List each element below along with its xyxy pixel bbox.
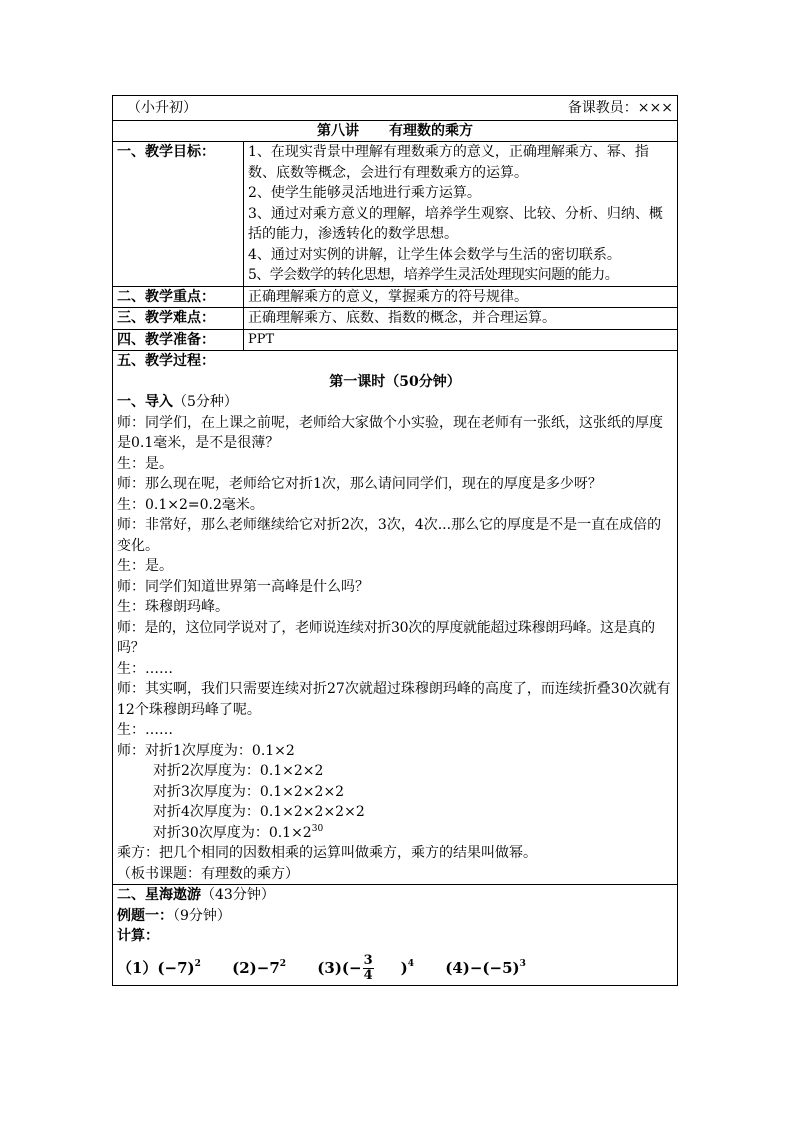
key-points-label: 二、教学重点：	[113, 286, 244, 308]
dialog-line: 生：……	[117, 660, 173, 677]
lecture-topic: 有理数的乘方	[389, 122, 473, 139]
dialog-line: 生：……	[117, 722, 173, 738]
dialog-line: 师：非常好，那么老师继续给它对折2次，3次，4次...那么它的厚度是不是一直在成倍的变化。	[117, 517, 662, 554]
goal-item: 4、通过对实例的讲解，让学生体会数学与生活的密切联系。	[248, 246, 621, 263]
part2-row	[113, 885, 678, 986]
process-label: 五、教学过程：	[117, 353, 215, 369]
process-row	[113, 351, 678, 885]
lesson-heading: 第一课时（50分钟）	[329, 373, 461, 390]
problem-1: $(1)(-7)^2$	[117, 959, 201, 977]
dialog-line: 生：0.1×2=0.2毫米。	[117, 496, 264, 513]
header-row	[113, 96, 678, 121]
difficulties-label: 三、教学难点：	[113, 308, 244, 330]
goals-row	[113, 142, 678, 287]
preparation-label: 四、教学准备：	[113, 329, 244, 351]
dialog-line: 师：同学们知道世界第一高峰是什么吗？	[117, 578, 369, 595]
title-row	[113, 120, 678, 142]
lesson-table	[112, 95, 678, 986]
fold-line-30: 对折30次厚度为：$0.1\times 2^{30}$	[153, 823, 324, 841]
board-note: （板书课题：有理数的乘方）	[117, 865, 299, 882]
goals-list	[244, 142, 678, 287]
grade-label: （小升初）	[127, 100, 197, 116]
dialog-line: 生：是。	[117, 558, 173, 574]
dialog-line: 生：珠穆朗玛峰。	[117, 599, 229, 615]
goal-item: 1、在现实背景中理解有理数乘方的意义，正确理解乘方、幂、指数、底数等概念，会进行有理数乘方的运算。	[248, 144, 649, 181]
intro-heading: 一、导入（5分种）	[117, 394, 238, 410]
goal-item: 2、使学生能够灵活地进行乘方运算。	[248, 185, 481, 201]
problem-2: $(2)-7^2$	[232, 959, 287, 977]
problem-4: $(4)-(-5)^3$	[445, 959, 526, 977]
key-points-row	[113, 286, 678, 308]
dialog-line: 师：那么现在呢，老师给它对折1次，那么请问同学们，现在的厚度是多少呀？	[117, 476, 602, 492]
problem-3: (3)(− $\frac{3}{4}$ )$^4$	[317, 952, 414, 983]
lesson-plan	[112, 95, 677, 986]
fold-line: 对折3次厚度为：0.1×2×2×2	[153, 783, 345, 800]
problems-line	[117, 947, 673, 985]
dialog-line: 生：是。	[117, 455, 173, 472]
fold-line: 师：对折1次厚度为：0.1×2	[117, 742, 295, 759]
goals-label: 一、教学目标：	[113, 142, 244, 287]
difficulties-text: 正确理解乘方、底数、指数的概念，并合理运算。	[244, 308, 678, 330]
key-points-text: 正确理解乘方的意义，掌握乘方的符号规律。	[244, 286, 678, 308]
dialog-line: 师：是的，这位同学说对了，老师说连续对折30次的厚度就能超过珠穆朗玛峰。这是真的吗？	[117, 619, 655, 656]
dialog-line: 师：同学们，在上课之前呢，老师给大家做个小实验，现在老师有一张纸，这张纸的厚度是0.1毫米，是不是很薄？	[117, 414, 663, 451]
example-heading: 例题一：（9分钟）	[117, 907, 231, 924]
part2-heading: 二、星海遨游（43分钟）	[117, 887, 275, 903]
preparation-row	[113, 329, 678, 351]
calc-label: 计算：	[117, 928, 159, 944]
dialog-line: 师：其实啊，我们只需要连续对折27次就超过珠穆朗玛峰的高度了，而连续折叠30次就有12个珠穆朗玛峰了呢。	[117, 681, 671, 718]
definition-text: 乘方：把几个相同的因数相乘的运算叫做乘方，乘方的结果叫做幂。	[117, 845, 537, 861]
goal-item: 3、通过对乘方意义的理解，培养学生观察、比较、分析、归纳、概括的能力，渗透转化的数学思想。	[248, 205, 663, 242]
preparation-text: PPT	[244, 329, 678, 351]
lecture-number: 第八讲	[317, 122, 359, 139]
fold-line: 对折4次厚度为：0.1×2×2×2×2	[153, 804, 365, 820]
difficulties-row	[113, 308, 678, 330]
goal-item: 5、学会数学的转化思想，培养学生灵活处理现实问题的能力。	[248, 267, 619, 283]
fold-line: 对折2次厚度为：0.1×2×2	[153, 763, 324, 779]
teacher-label: 备课教员：×××	[567, 100, 674, 116]
